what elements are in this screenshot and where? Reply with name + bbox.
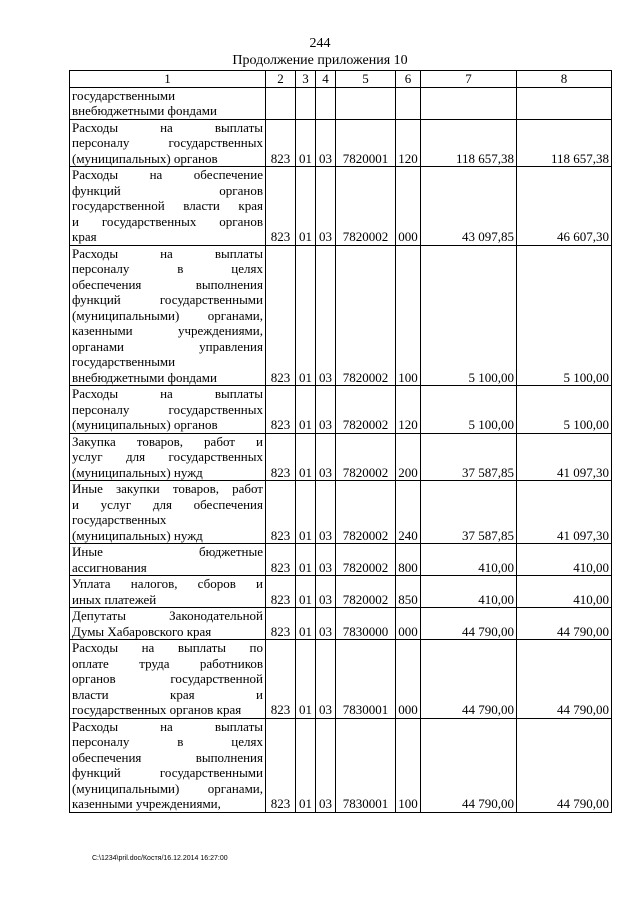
- target-article-cell: 7820002: [336, 576, 396, 608]
- table-row: [70, 386, 612, 434]
- description-line: Расходы на выплаты: [72, 245, 263, 261]
- amount-2016-cell: 410,00: [517, 576, 612, 608]
- expense-type-cell: 100: [396, 245, 421, 386]
- header-cell: 6: [396, 71, 421, 88]
- row-description: [70, 245, 266, 386]
- table-row: [70, 608, 612, 640]
- table-row: [70, 544, 612, 576]
- description-line: Расходы на выплаты: [72, 718, 263, 734]
- table-row: [70, 119, 612, 167]
- expense-type-cell: 800: [396, 544, 421, 576]
- budget-table: [69, 70, 612, 813]
- description-line: (муниципальных) органов: [72, 150, 218, 166]
- header-cell: 7: [421, 71, 517, 88]
- amount-2015-cell: 44 790,00: [421, 608, 517, 640]
- amount-2015-cell: 37 587,85: [421, 481, 517, 544]
- header-cell: 8: [517, 71, 612, 88]
- subsection-code-cell: 03: [316, 544, 336, 576]
- section-code-cell: 01: [296, 640, 316, 719]
- amount-2015-cell: 37 587,85: [421, 433, 517, 481]
- amount-2015-cell: 5 100,00: [421, 245, 517, 386]
- ministry-code-cell: 823: [266, 576, 296, 608]
- section-code-cell: 01: [296, 119, 316, 167]
- header-cell: 2: [266, 71, 296, 88]
- subsection-code-cell: 03: [316, 576, 336, 608]
- expense-type-cell: 100: [396, 718, 421, 812]
- row-description: [70, 718, 266, 812]
- amount-2016-cell: 44 790,00: [517, 640, 612, 719]
- section-code-cell: 01: [296, 481, 316, 544]
- subsection-code-cell: [316, 87, 336, 119]
- table-row: [70, 576, 612, 608]
- description-line: органами управления: [72, 338, 263, 354]
- row-description: [70, 433, 266, 481]
- description-line: государственными: [72, 354, 176, 369]
- ministry-code-cell: 823: [266, 386, 296, 434]
- target-article-cell: [336, 87, 396, 119]
- target-article-cell: 7820002: [336, 433, 396, 481]
- target-article-cell: 7830001: [336, 718, 396, 812]
- subsection-code-cell: 03: [316, 718, 336, 812]
- expense-type-cell: 200: [396, 433, 421, 481]
- description-line: Расходы на выплаты по: [72, 640, 263, 655]
- subsection-code-cell: 03: [316, 245, 336, 386]
- subsection-code-cell: 03: [316, 119, 336, 167]
- row-description: [70, 167, 266, 246]
- subsection-code-cell: 03: [316, 433, 336, 481]
- description-line: органов государственной: [72, 671, 263, 686]
- ministry-code-cell: 823: [266, 167, 296, 246]
- expense-type-cell: 000: [396, 608, 421, 640]
- section-code-cell: 01: [296, 544, 316, 576]
- description-line: Расходы на обеспечение: [72, 167, 263, 182]
- target-article-cell: 7820002: [336, 245, 396, 386]
- description-line: Депутаты Законодательной: [72, 608, 263, 623]
- description-line: Закупка товаров, работ и: [72, 433, 263, 449]
- description-line: государственных: [72, 512, 167, 527]
- amount-2016-cell: [517, 87, 612, 119]
- description-line: Расходы на выплаты: [72, 119, 263, 135]
- description-line: (муниципальными) органами,: [72, 780, 263, 796]
- amount-2016-cell: 41 097,30: [517, 433, 612, 481]
- description-line: Думы Хабаровского края: [72, 623, 212, 639]
- description-line: персоналу государственных: [72, 135, 263, 150]
- expense-type-cell: 120: [396, 119, 421, 167]
- description-line: государственными: [72, 87, 176, 103]
- description-line: иных платежей: [72, 591, 157, 607]
- section-code-cell: 01: [296, 245, 316, 386]
- file-path-footer: C:\1234\pril.doc/Костя/16.12.2014 16:27:00: [92, 855, 228, 862]
- table-row: [70, 640, 612, 719]
- description-line: внебюджетными фондами: [72, 369, 217, 385]
- amount-2016-cell: 5 100,00: [517, 245, 612, 386]
- ministry-code-cell: 823: [266, 433, 296, 481]
- description-line: обеспечения выполнения: [72, 749, 263, 765]
- ministry-code-cell: 823: [266, 481, 296, 544]
- row-description: [70, 481, 266, 544]
- table-row: [70, 718, 612, 812]
- ministry-code-cell: 823: [266, 718, 296, 812]
- description-line: функций государственными: [72, 292, 263, 307]
- header-cell: 4: [316, 71, 336, 88]
- target-article-cell: 7820002: [336, 386, 396, 434]
- description-line: персоналу в целях: [72, 261, 263, 276]
- target-article-cell: 7820002: [336, 544, 396, 576]
- ministry-code-cell: [266, 87, 296, 119]
- amount-2015-cell: 118 657,38: [421, 119, 517, 167]
- row-description: [70, 640, 266, 719]
- table-row: [70, 245, 612, 386]
- table-row: [70, 433, 612, 481]
- amount-2016-cell: 410,00: [517, 544, 612, 576]
- section-code-cell: 01: [296, 433, 316, 481]
- section-code-cell: 01: [296, 608, 316, 640]
- ministry-code-cell: 823: [266, 119, 296, 167]
- header-cell: 5: [336, 71, 396, 88]
- section-code-cell: 01: [296, 167, 316, 246]
- expense-type-cell: 850: [396, 576, 421, 608]
- description-line: Иные закупки товаров, работ: [72, 481, 263, 496]
- subsection-code-cell: 03: [316, 640, 336, 719]
- subsection-code-cell: 03: [316, 481, 336, 544]
- target-article-cell: 7820001: [336, 119, 396, 167]
- target-article-cell: 7830001: [336, 640, 396, 719]
- description-line: государственных органов края: [72, 702, 242, 717]
- amount-2015-cell: 5 100,00: [421, 386, 517, 434]
- description-line: и услуг для обеспечения: [72, 496, 263, 512]
- page-number: 244: [309, 36, 331, 51]
- amount-2015-cell: 44 790,00: [421, 718, 517, 812]
- ministry-code-cell: 823: [266, 608, 296, 640]
- row-description: [70, 608, 266, 640]
- row-description: [70, 386, 266, 434]
- amount-2015-cell: 410,00: [421, 576, 517, 608]
- row-description: [70, 576, 266, 608]
- amount-2015-cell: 43 097,85: [421, 167, 517, 246]
- section-code-cell: [296, 87, 316, 119]
- description-line: ассигнования: [72, 559, 147, 575]
- expense-type-cell: 240: [396, 481, 421, 544]
- table-row: [70, 87, 612, 119]
- ministry-code-cell: 823: [266, 544, 296, 576]
- ministry-code-cell: 823: [266, 245, 296, 386]
- subsection-code-cell: 03: [316, 608, 336, 640]
- description-line: функций органов: [72, 182, 263, 198]
- amount-2016-cell: 46 607,30: [517, 167, 612, 246]
- ministry-code-cell: 823: [266, 640, 296, 719]
- description-line: оплате труда работников: [72, 655, 263, 671]
- header-cell: 3: [296, 71, 316, 88]
- description-line: персоналу в целях: [72, 734, 263, 749]
- section-code-cell: 01: [296, 576, 316, 608]
- appendix-continuation-title: Продолжение приложения 10: [232, 53, 408, 68]
- amount-2016-cell: 41 097,30: [517, 481, 612, 544]
- description-line: функций государственными: [72, 765, 263, 780]
- description-line: (муниципальных) органов: [72, 417, 218, 432]
- subsection-code-cell: 03: [316, 167, 336, 246]
- description-line: внебюджетными фондами: [72, 103, 217, 118]
- section-code-cell: 01: [296, 718, 316, 812]
- amount-2016-cell: 118 657,38: [517, 119, 612, 167]
- amount-2016-cell: 44 790,00: [517, 608, 612, 640]
- expense-type-cell: 000: [396, 167, 421, 246]
- amount-2015-cell: [421, 87, 517, 119]
- description-line: (муниципальными) органами,: [72, 307, 263, 323]
- amount-2015-cell: 44 790,00: [421, 640, 517, 719]
- description-line: края: [72, 229, 97, 244]
- table-body: [70, 87, 612, 812]
- header-row: [70, 71, 612, 88]
- description-line: Иные бюджетные: [72, 544, 263, 559]
- expense-type-cell: 000: [396, 640, 421, 719]
- expense-type-cell: 120: [396, 386, 421, 434]
- description-line: (муниципальных) нужд: [72, 464, 203, 480]
- description-line: (муниципальных) нужд: [72, 527, 203, 543]
- description-line: услуг для государственных: [72, 449, 263, 464]
- description-line: власти края и: [72, 686, 263, 702]
- description-line: Расходы на выплаты: [72, 386, 263, 401]
- target-article-cell: 7820002: [336, 167, 396, 246]
- description-line: и государственных органов: [72, 213, 263, 229]
- subsection-code-cell: 03: [316, 386, 336, 434]
- expense-type-cell: [396, 87, 421, 119]
- row-description: [70, 87, 266, 119]
- row-description: [70, 544, 266, 576]
- table-row: [70, 481, 612, 544]
- row-description: [70, 119, 266, 167]
- amount-2016-cell: 44 790,00: [517, 718, 612, 812]
- description-line: Уплата налогов, сборов и: [72, 576, 263, 591]
- section-code-cell: 01: [296, 386, 316, 434]
- amount-2015-cell: 410,00: [421, 544, 517, 576]
- description-line: казенными учреждениями,: [72, 323, 263, 338]
- description-line: персоналу государственных: [72, 401, 263, 417]
- amount-2016-cell: 5 100,00: [517, 386, 612, 434]
- description-line: государственной власти края: [72, 198, 263, 213]
- header-cell: 1: [70, 71, 266, 88]
- description-line: обеспечения выполнения: [72, 276, 263, 292]
- target-article-cell: 7830000: [336, 608, 396, 640]
- target-article-cell: 7820002: [336, 481, 396, 544]
- table-row: [70, 167, 612, 246]
- description-line: казенными учреждениями,: [72, 796, 221, 811]
